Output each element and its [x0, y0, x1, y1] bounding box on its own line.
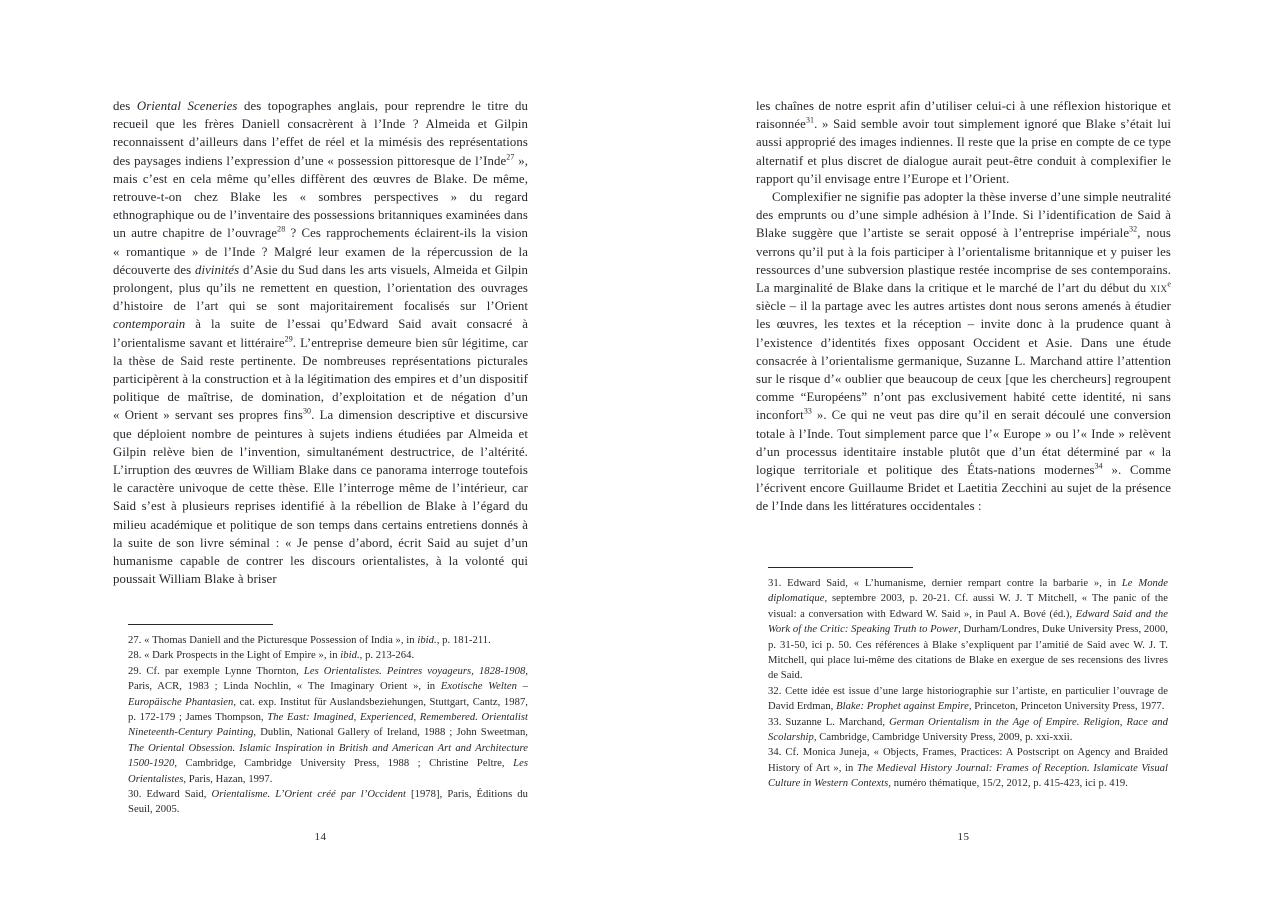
footnote-separator-right: [768, 567, 913, 568]
footnote: 27. « Thomas Daniell and the Picturesque Possession of India », in ibid., p. 181-211.: [128, 635, 491, 646]
body-paragraph: des Oriental Sceneries des topographes anglais, pour reprendre le titre du recueil que les frères Daniell consacrèrent à l’Inde ? Almeida et Gilpin reconnaissent d’ailleurs dans l’effet de réel et la mimésis des représentations des paysages indiens l’expression d’une « possession pittoresque de l’Inde$^{27}$ », mais c’est en cela même qu’elles diffèrent des œuvres de Blake. De même, retrouve-t-on chez Blake les « sombres perspectives » du regard ethnographique ou de l’inventaire des possessions britanniques examinées dans un autre chapitre de l’ouvrage$^{28}$ ? Ces rapprochements éclairent-ils la vision « romantique » de l’Inde ? Malgré leur examen de la répercussion de la découverte des divinités d’Asie du Sud dans les arts visuels, Almeida et Gilpin prolongent, plus qu’ils ne remettent en question, l’orientation des ouvrages d’histoire de l’art qui se sont majoritairement focalisés sur l’Orient contemporain à la suite de l’essai qu’Edward Said avait consacré à l’orientalisme savant et littéraire$^{29}$. L’entreprise demeure bien sûr légitime, car la thèse de Said reste pertinente. De nombreuses représentations picturales participèrent à la construction et à la légitimation des empires et d’un dispositif politique de maîtrise, de domination, d’exploitation et de négation d’un « Orient » servant ses propres fins$^{30}$. La dimension descriptive et discursive que déploient nombre de peintures à sujets indiens étudiées par Almeida et Gilpin relève bien de l’invention, simultanément destructrice, de l’altérité. L’irruption des œuvres de William Blake dans ce panorama interroge toutefois le caractère univoque de cette thèse. Elle l’interroge même de l’intérieur, car Said s’est à plusieurs reprises identifié à la rébellion de Blake à l’égard du milieu académique et politique de son temps dans certains entretiens donnés à la suite de son livre séminal : « Je pense d’abord, écrit Said au sujet d’un humanisme capable de contrer les discours orientalistes, à la volonté qui poussait William Blake à briser: [113, 99, 529, 587]
left-page-body: [113, 97, 528, 588]
footnote: 30. Edward Said, Orientalisme. L’Orient créé par l’Occident [1978], Paris, Éditions du Seuil, 2005.: [128, 789, 528, 816]
right-page-footnotes: [768, 576, 1168, 792]
footnote: 31. Edward Said, « L’humanisme, dernier rempart contre la barbarie », in Le Monde diplomatique, septembre 2003, p. 20-21. Cf. aussi W. J. T Mitchell, « The panic of the visual: a conversation with Edward W. Said », in Paul A. Bové (éd.), Edward Said and the Work of the Critic: Speaking Truth to Power, Durham/Londres, Duke University Press, 2000, p. 31-50, ici p. 50. Ces références à Blake s’expliquent par l’amitié de Said avec W. J. T. Mitchell, qui place lui-même des citations de Blake en exergue de ses recensions des livres de Said.: [768, 578, 1169, 682]
page-number-right: 15: [957, 831, 970, 843]
body-paragraph: les chaînes de notre esprit afin d’utiliser celui-ci à une réflexion historique et raisonnée$^{31}$. » Said semble avoir tout simplement ignoré que Blake s’était lui aussi approprié des images indiennes. Il reste que la prise en compte de ce type alternatif et plus discret de dialogue aurait peut-être conduit à complexifier le rapport qu’il envisage entre l’Europe et l’Orient.: [756, 99, 1171, 186]
footnote-separator-left: [128, 624, 273, 625]
left-page-footnotes: [128, 633, 528, 818]
footnote: 29. Cf. par exemple Lynne Thornton, Les Orientalistes. Peintres voyageurs, 1828-1908, Paris, ACR, 1983 ; Linda Nochlin, « The Imaginary Orient », in Exotische Welten – Europäische Phantasien, cat. exp. Institut für Auslandsbeziehungen, Stuttgart, Cantz, 1987, p. 172-179 ; James Thompson, The East: Imagined, Experienced, Remembered. Orientalist Nineteenth-Century Painting, Dublin, National Gallery of Ireland, 1988 ; John Sweetman, The Oriental Obsession. Islamic Inspiration in British and American Art and Architecture 1500-1920, Cambridge, Cambridge University Press, 1988 ; Christine Peltre, Les Orientalistes, Paris, Hazan, 1997.: [128, 665, 529, 785]
footnote: 32. Cette idée est issue d’une large historiographie sur l’artiste, en particulier l’ouvrage de David Erdman, Blake: Prophet against Empire, Princeton, Princeton University Press, 1977.: [768, 685, 1168, 713]
page-number-left: 14: [314, 831, 327, 843]
footnote: 28. « Dark Prospects in the Light of Empire », in ibid., p. 213-264.: [128, 650, 415, 662]
footnote: 34. Cf. Monica Juneja, « Objects, Frames, Practices: A Postscript on Agency and Braided History of Art », in The Medieval History Journal: Frames of Reception. Islamicate Visual Culture in Western Contexts, numéro thématique, 15/2, 2012, p. 415-423, ici p. 419.: [768, 747, 1168, 790]
right-page-body: [756, 97, 1171, 516]
body-paragraph: Complexifier ne signifie pas adopter la thèse inverse d’une simple neutralité des emprunts ou d’une simple adhésion à l’Inde. Si l’identification de Said à Blake suggère que l’artiste se serait opposé à l’entreprise impériale$^{32}$, nous verrons qu’il put à la fois participer à l’orientalisme britannique et y puiser les ressources d’une subversion plastique restée incomprise de ses contemporains. La marginalité de Blake dans la critique et le marché de l’art du début du xix$^e$ siècle – il la partage avec les autres artistes dont nous serons amenés à étudier les œuvres, les textes et la réception – invite donc à la prudence quant à l’existence d’identités fixes opposant Occident et Asie. Dans une étude consacrée à l’orientalisme germanique, Suzanne L. Marchand attire l’attention sur le risque d’« oublier que beaucoup de ceux [que les chercheurs] regroupent comme “Européens” n’ont pas exclusivement habité cette identité, ni sans inconfort$^{33}$ ». Ce qui ne veut pas dire qu’il en serait découlé une conversion totale à l’Inde. Tout simplement parce que l’« Europe » ou l’« Inde » relèvent d’un processus identitaire instable plutôt que d’un état déterminé par « la logique territoriale et politique des États-nations modernes$^{34}$ ». Comme l’écrivent encore Guillaume Bridet et Laetitia Zecchini au sujet de la présence de l’Inde dans les littératures occidentales :: [756, 190, 1171, 514]
footnote: 33. Suzanne L. Marchand, German Orientalism in the Age of Empire. Religion, Race and Scolarship, Cambridge, Cambridge University Press, 2009, p. xxi-xxii.: [768, 716, 1169, 744]
